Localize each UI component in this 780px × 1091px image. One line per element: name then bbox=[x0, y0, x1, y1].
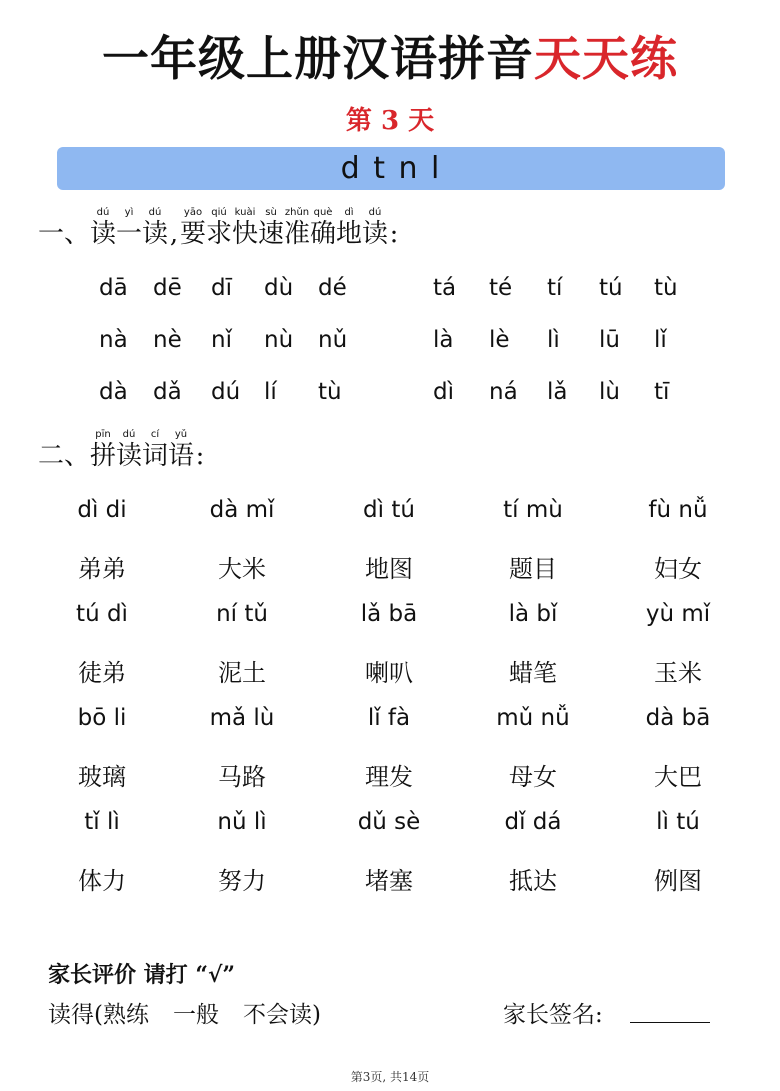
word-pinyin: lǎ bā bbox=[360, 601, 418, 627]
syllable: dī bbox=[211, 275, 232, 301]
section-1-title-char-hanzi: 一 bbox=[116, 219, 143, 249]
word-hanzi: 蜡笔 bbox=[509, 659, 557, 687]
syllable: là bbox=[433, 327, 454, 353]
word-hanzi: 大巴 bbox=[654, 763, 702, 791]
section-1-title-char-pinyin: yì bbox=[124, 207, 134, 218]
word-hanzi: 玉米 bbox=[654, 659, 702, 687]
word-pinyin: tú dì bbox=[76, 601, 128, 627]
section-1-title-char-pinyin: kuài bbox=[234, 207, 256, 218]
syllable: dǎ bbox=[153, 379, 182, 405]
section-2-title-char-pinyin: cí bbox=[150, 429, 160, 440]
section-1-title-char-hanzi: 读 bbox=[142, 219, 169, 249]
word-pinyin: dǐ dá bbox=[504, 809, 562, 835]
section-2-title-char bbox=[194, 429, 206, 471]
word-pinyin: là bǐ bbox=[508, 601, 558, 627]
word-hanzi: 例图 bbox=[654, 867, 702, 895]
section-1-title-char-pinyin: dú bbox=[368, 207, 382, 218]
page-footer: 第3页, 共14页 bbox=[350, 1070, 430, 1084]
title-main: 一年级上册汉语拼音 bbox=[102, 32, 534, 87]
section-1-title-char-pinyin: zhǔn bbox=[284, 207, 310, 218]
option-cannot: 不会读) bbox=[242, 1002, 321, 1028]
section-1-title-char-hanzi: 读 bbox=[362, 219, 389, 249]
word-pinyin: yù mǐ bbox=[645, 601, 711, 627]
word-pinyin: dì tú bbox=[363, 497, 415, 523]
syllable: nè bbox=[153, 327, 182, 353]
parent-signature-label: 家长签名: bbox=[503, 1002, 603, 1028]
word-pinyin: nǔ lì bbox=[217, 809, 267, 835]
syllable: tú bbox=[599, 275, 623, 301]
word-hanzi: 徒弟 bbox=[78, 659, 126, 687]
syllable: nù bbox=[264, 327, 294, 353]
syllable: lǐ bbox=[654, 327, 667, 353]
section-1-title-char bbox=[388, 207, 400, 249]
section-1-title-char-pinyin bbox=[382, 207, 406, 219]
section-2-title-char-pinyin bbox=[188, 429, 212, 441]
word-pinyin: tí mù bbox=[503, 497, 563, 523]
word-pinyin: ní tǔ bbox=[216, 601, 268, 627]
section-1-title-char-hanzi: , bbox=[169, 219, 179, 249]
syllable: nà bbox=[99, 327, 128, 353]
section-2-title-char-pinyin: yǔ bbox=[174, 429, 188, 440]
section-2-title-char-hanzi: 拼 bbox=[90, 441, 117, 471]
word-hanzi: 堵塞 bbox=[365, 867, 413, 895]
syllable: té bbox=[489, 275, 513, 301]
syllable: lí bbox=[264, 379, 277, 405]
section-1-title-char-pinyin: dú bbox=[96, 207, 110, 218]
word-pinyin: mǔ nǚ bbox=[496, 705, 570, 731]
word-pinyin: tǐ lì bbox=[84, 809, 120, 835]
section-1-title-char-hanzi: 准 bbox=[284, 219, 311, 249]
word-hanzi: 泥土 bbox=[218, 659, 266, 687]
word-pinyin: dà mǐ bbox=[209, 497, 275, 523]
letters-banner: d t n l bbox=[57, 147, 725, 190]
syllable: dà bbox=[99, 379, 128, 405]
section-1-title-char-pinyin: qiú bbox=[211, 207, 227, 218]
section-1-title-char-hanzi: : bbox=[389, 219, 399, 249]
word-hanzi: 喇叭 bbox=[365, 659, 413, 687]
word-pinyin: lì tú bbox=[656, 809, 700, 835]
word-pinyin: dà bā bbox=[645, 705, 711, 731]
section-1-title-char-pinyin: sù bbox=[265, 207, 277, 218]
section-1-title-char-hanzi: 求 bbox=[206, 219, 233, 249]
syllable: nǔ bbox=[318, 327, 348, 353]
section-1-heading bbox=[38, 207, 400, 249]
syllable: dē bbox=[153, 275, 182, 301]
syllable: dú bbox=[211, 379, 241, 405]
section-2-title-char-hanzi: 语 bbox=[168, 441, 195, 471]
word-hanzi: 妇女 bbox=[654, 555, 702, 583]
section-1-title-char-hanzi: 读 bbox=[90, 219, 117, 249]
section-1-title-char-pinyin: yāo bbox=[183, 207, 203, 218]
section-2-title-char-pinyin: dú bbox=[122, 429, 136, 440]
syllable: dā bbox=[99, 275, 128, 301]
section-1-title-char-pinyin: què bbox=[313, 207, 333, 218]
word-hanzi: 体力 bbox=[78, 867, 126, 895]
section-1-title-char-pinyin: dì bbox=[344, 207, 354, 218]
word-hanzi: 地图 bbox=[365, 555, 413, 583]
word-hanzi: 抵达 bbox=[509, 867, 557, 895]
word-hanzi: 玻璃 bbox=[78, 763, 126, 791]
syllable: lì bbox=[547, 327, 560, 353]
syllable: tí bbox=[547, 275, 563, 301]
reading-options bbox=[48, 996, 345, 1029]
section-1-title-char-hanzi: 地 bbox=[336, 219, 363, 249]
option-fluent: 读得(熟练 bbox=[48, 1002, 149, 1028]
section-2-title-char-hanzi: 读 bbox=[116, 441, 143, 471]
word-hanzi: 理发 bbox=[365, 763, 413, 791]
word-hanzi: 母女 bbox=[509, 763, 557, 791]
day-label: 第 3 天 bbox=[345, 106, 435, 136]
word-pinyin: mǎ lù bbox=[209, 705, 275, 731]
word-hanzi: 弟弟 bbox=[78, 555, 126, 583]
title-highlight: 天天练 bbox=[534, 32, 678, 87]
section-2-heading bbox=[38, 429, 206, 471]
word-hanzi: 努力 bbox=[218, 867, 266, 895]
word-hanzi: 马路 bbox=[218, 763, 266, 791]
section-2-title bbox=[90, 429, 206, 471]
section-2-number: 二、 bbox=[38, 441, 91, 471]
section-1-title bbox=[90, 207, 400, 249]
word-pinyin: dì di bbox=[77, 497, 127, 523]
syllable: dì bbox=[433, 379, 454, 405]
syllable: nǐ bbox=[211, 327, 232, 353]
word-pinyin: fù nǚ bbox=[648, 497, 708, 523]
section-2-title-char-hanzi: 词 bbox=[142, 441, 169, 471]
syllable: tá bbox=[433, 275, 457, 301]
section-1-title-char-hanzi: 确 bbox=[310, 219, 337, 249]
section-1-title-char-hanzi: 快 bbox=[232, 219, 259, 249]
syllable: dù bbox=[264, 275, 294, 301]
word-pinyin: dǔ sè bbox=[357, 809, 421, 835]
syllable: lù bbox=[599, 379, 620, 405]
syllable: lū bbox=[599, 327, 620, 353]
section-2-title-char-hanzi: : bbox=[195, 441, 205, 471]
option-average: 一般 bbox=[172, 1002, 219, 1028]
syllable: lǎ bbox=[547, 379, 568, 405]
syllable: tù bbox=[318, 379, 342, 405]
word-hanzi: 大米 bbox=[218, 555, 266, 583]
syllable: dé bbox=[318, 275, 347, 301]
page-title bbox=[0, 22, 780, 89]
word-pinyin: lǐ fà bbox=[367, 705, 411, 731]
section-1-number: 一、 bbox=[38, 219, 91, 249]
signature-line[interactable] bbox=[630, 1022, 710, 1023]
syllable: ná bbox=[489, 379, 518, 405]
syllable: lè bbox=[489, 327, 510, 353]
syllable: tù bbox=[654, 275, 678, 301]
section-1-title-char-hanzi: 要 bbox=[180, 219, 207, 249]
syllable: tī bbox=[654, 379, 670, 405]
parent-evaluation-label: 家长评价 请打 “√” bbox=[48, 962, 236, 988]
word-hanzi: 题目 bbox=[509, 555, 557, 583]
section-2-title-char-pinyin: pīn bbox=[95, 429, 111, 440]
section-1-title-char-hanzi: 速 bbox=[258, 219, 285, 249]
section-1-title-char-pinyin: dú bbox=[148, 207, 162, 218]
word-pinyin: bō li bbox=[77, 705, 127, 731]
